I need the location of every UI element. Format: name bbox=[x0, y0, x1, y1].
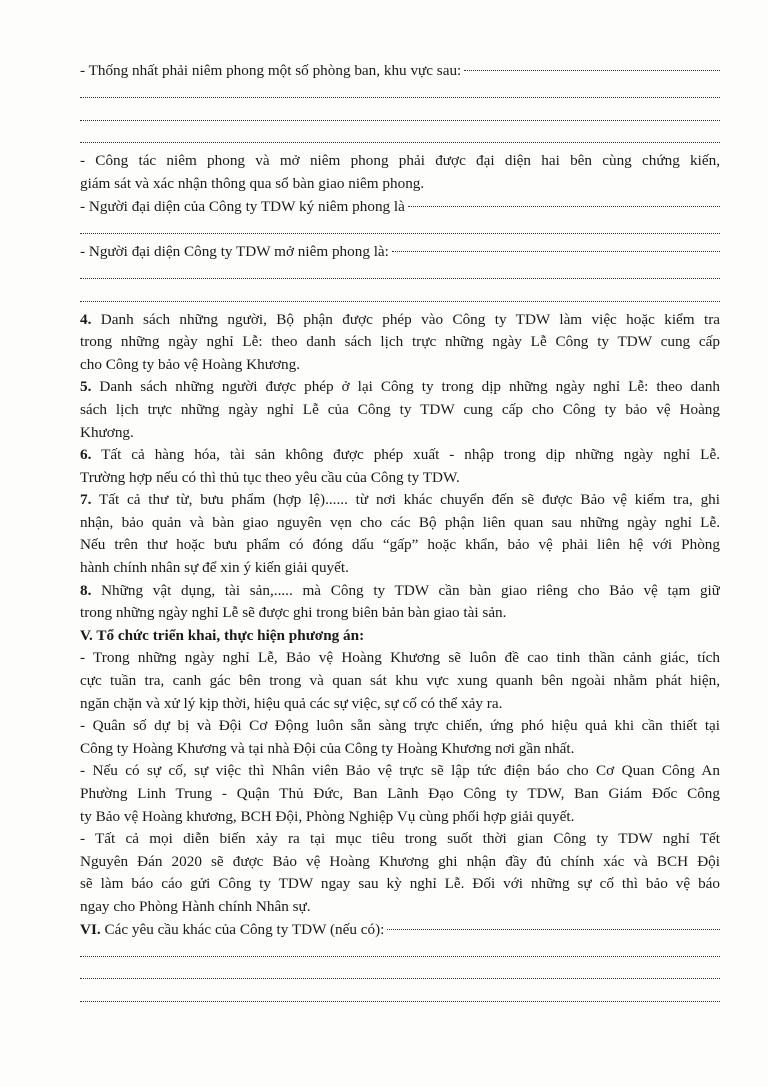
text-line: cho Công ty bảo vệ Hoàng Khương. bbox=[80, 355, 300, 373]
text-line: - Nếu có sự cố, sự việc thì Nhân viên Bảo vệ trực sẽ lập tức điện báo cho Cơ Quan Công An bbox=[80, 762, 720, 780]
item-number: 8. bbox=[80, 581, 92, 599]
text-line: Phường Linh Trung - Quận Thủ Đức, Ban Lãnh Đạo Công ty TDW, Ban Giám Đốc Công bbox=[80, 785, 720, 802]
fill-in-blank bbox=[408, 206, 720, 207]
item-text: Danh sách những người được phép ở lại Công ty trong dịp những ngày nghỉ Lễ: theo danh bbox=[99, 378, 720, 396]
item-text: Tất cả hàng hóa, tài sản không được phép xuất - nhập trong dịp những ngày nghỉ Lễ. bbox=[101, 446, 720, 464]
text-line: sẽ làm báo cáo gửi Công ty TDW ngay sau kỳ nghỉ Lễ. Đối với những sự cố thì bảo vệ báo bbox=[80, 875, 720, 893]
blank-line bbox=[80, 263, 720, 286]
text-line: ty Bảo vệ Hoàng khương, BCH Đội, Phòng Nghiệp Vụ cùng phối hợp giải quyết. bbox=[80, 807, 575, 825]
heading-text: V. Tổ chức triển khai, thực hiện phương án: bbox=[80, 626, 365, 644]
text-line: - Quân số dự bị và Đội Cơ Động luôn sẵn sàng trực chiến, ứng phó hiệu quả khi cần thiết tại bbox=[80, 717, 720, 735]
item-number: 7. bbox=[80, 491, 92, 509]
item-text: Tất cả thư từ, bưu phẩm (hợp lệ)...... từ nơi khác chuyển đến sẽ được Bảo vệ kiểm tra, ghi bbox=[98, 491, 720, 509]
text-line: Trường hợp nếu có thì thủ tục theo yêu cầu của Công ty TDW. bbox=[80, 468, 460, 486]
text-line bbox=[80, 309, 720, 332]
blank-line bbox=[80, 105, 720, 128]
blank-line bbox=[80, 964, 720, 987]
item-text: Danh sách những người, Bộ phận được phép vào Công ty TDW làm việc hoặc kiểm tra bbox=[100, 310, 720, 328]
heading-number: VI. bbox=[80, 920, 101, 938]
blank-line bbox=[80, 218, 720, 241]
text-line bbox=[80, 489, 720, 512]
section-vi-heading bbox=[80, 919, 720, 942]
blank-line bbox=[80, 286, 720, 309]
text-line: - Tất cả mọi diễn biến xảy ra tại mục tiêu trong suốt thời gian Công ty TDW nghỉ Tết bbox=[80, 830, 720, 848]
text-line bbox=[80, 444, 720, 467]
text-line: trong những ngày nghỉ Lễ sẽ được ghi trong biên bản bàn giao tài sản. bbox=[80, 604, 507, 622]
seal-areas-line bbox=[80, 60, 720, 83]
text-line: - Công tác niêm phong và mở niêm phong phải được đại diện hai bên cùng chứng kiến, bbox=[80, 152, 720, 170]
item-text: Những vật dụng, tài sản,..... mà Công ty TDW cần bàn giao riêng cho Bảo vệ tạm giữ bbox=[101, 581, 720, 599]
blank-line bbox=[80, 941, 720, 964]
text-line: hành chính nhân sự để xin ý kiến giải quyết. bbox=[80, 559, 349, 577]
fill-in-blank bbox=[387, 929, 720, 930]
text-line: ngăn chặn và xử lý kịp thời, hiệu quả các sự việc, sự cố có thể xảy ra. bbox=[80, 694, 503, 712]
item-number: 5. bbox=[80, 378, 92, 396]
text-line: sách lịch trực những ngày nghỉ Lễ của Công ty TDW cung cấp cho Công ty bảo vệ Hoàng bbox=[80, 400, 720, 418]
text-line bbox=[80, 376, 720, 399]
text-line: Khương. bbox=[80, 423, 134, 441]
seal-signer-line bbox=[80, 196, 720, 219]
text-line bbox=[80, 580, 720, 603]
seal-signer-text: - Người đại diện của Công ty TDW ký niêm phong là bbox=[80, 197, 405, 215]
text-line: - Trong những ngày nghỉ Lễ, Bảo vệ Hoàng Khương sẽ luôn đề cao tinh thần cảnh giác, tích bbox=[80, 649, 720, 667]
seal-areas-text: - Thống nhất phải niêm phong một số phòng ban, khu vực sau: bbox=[80, 62, 462, 79]
text-line: Công ty Hoàng Khương và tại nhà Đội của Công ty Hoàng Khương nơi gần nhất. bbox=[80, 739, 575, 757]
heading-text: Các yêu cầu khác của Công ty TDW (nếu có): bbox=[104, 920, 385, 938]
blank-line bbox=[80, 128, 720, 151]
text-line: nhận, bảo quản và bàn giao nguyên vẹn cho các Bộ phận liên quan sau những ngày nghỉ Lễ. bbox=[80, 513, 720, 531]
unseal-signer-text: - Người đại diện Công ty TDW mở niêm phong là: bbox=[80, 242, 389, 260]
text-line: Nguyên Đán 2020 sẽ được Bảo vệ Hoàng Khương ghi nhận đầy đủ chính xác và BCH Đội bbox=[80, 852, 720, 870]
blank-line bbox=[80, 83, 720, 106]
text-line: ngay cho Phòng Hành chính Nhân sự. bbox=[80, 897, 311, 915]
text-line: trong những ngày nghỉ Lễ: theo danh sách lịch trực những ngày Lễ Công ty TDW cung cấp bbox=[80, 333, 720, 351]
text-line: cực tuần tra, canh gác bên trong và quan sát khu vực xung quanh bên ngoài nhằm phát hiện, bbox=[80, 672, 720, 690]
fill-in-blank bbox=[392, 251, 720, 252]
section-v-heading bbox=[80, 625, 720, 648]
unseal-signer-line bbox=[80, 241, 720, 264]
fill-in-blank bbox=[464, 70, 720, 71]
item-number: 4. bbox=[80, 310, 92, 328]
document-page bbox=[80, 60, 720, 1009]
item-number: 6. bbox=[80, 446, 92, 464]
text-line: Nếu trên thư hoặc bưu phẩm có đóng dấu “gấp” hoặc khẩn, bảo vệ phải liên hệ với Phòng bbox=[80, 536, 720, 554]
text-line: giám sát và xác nhận thông qua sổ bàn giao niêm phong. bbox=[80, 174, 425, 192]
blank-line bbox=[80, 986, 720, 1009]
